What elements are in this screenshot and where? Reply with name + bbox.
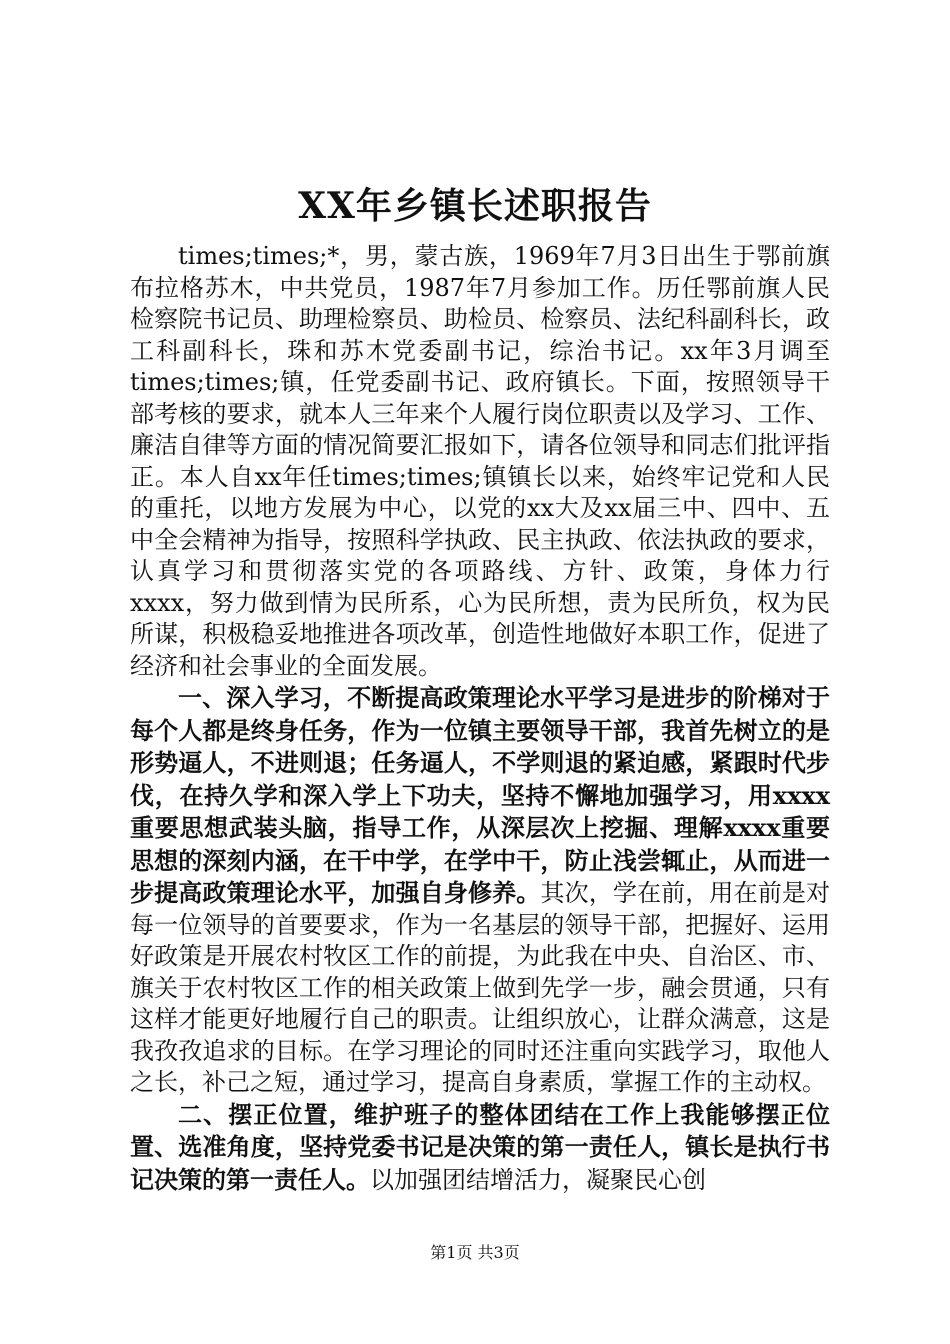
paragraph-2-text: 其次，学在前，用在前是对每一位领导的首要要求，作为一名基层的领导干部，把握好、运用好政策是开展农村牧区工作的前提，为此我在中央、自治区、市、旗关于农村牧区工作的相关政策上做到先学一步，融会贯通，只有这样才能更好地履行自己的职责。让组织放心，让群众满意，这是我孜孜追求的目标。在学习理论的同时还注重向实践学习，取他人之长，补己之短，通过学习，提高自身素质，掌握工作的主动权。 <box>130 879 831 1096</box>
document-body <box>130 240 830 1196</box>
paragraph-3-text: 以加强团结增活力，凝聚民心创 <box>370 1165 706 1194</box>
paragraph-1-text: times;times;*，男，蒙古族，1969年7月3日出生于鄂前旗布拉格苏木，中共党员，1987年7月参加工作。历任鄂前旗人民检察院书记员、助理检察员、助检员、检察员、法纪科副科长，政工科副科长，珠和苏木党委副书记，综治书记。xx年3月调至times;times;镇，任党委副书记、政府镇长。下面，按照领导干部考核的要求，就本人三年来个人履行岗位职责以及学习、工作、廉洁自律等方面的情况简要汇报如下，请各位领导和同志们批评指正。本人自xx年任times;times;镇镇长以来，始终牢记党和人民的重托，以地方发展为中心，以党的xx大及xx届三中、四中、五中全会精神为指导，按照科学执政、民主执政、依法执政的要求，认真学习和贯彻落实党的各项路线、方针、政策，身体力行xxxx，努力做到情为民所系，心为民所想，责为民所负，权为民所谋，积极稳妥地推进各项改革，创造性地做好本职工作，促进了经济和社会事业的全面发展。 <box>130 242 830 680</box>
page-footer: 第1页 共3页 <box>430 1243 520 1262</box>
paragraph-2 <box>130 682 830 1099</box>
paragraph-3 <box>130 1099 830 1197</box>
document-title: XX年乡镇长述职报告 <box>298 185 652 227</box>
paragraph-2-lead: 一、深入学习，不断提高政策理论水平学习是进步的阶梯对于每个人都是终身任务，作为一位镇主要领导干部，我首先树立的是形势逼人，不进则退；任务逼人，不学则退的紧迫感，紧跟时代步伐，在持久学和深入学上下功夫，坚持不懈地加强学习，用xxxx重要思想武装头脑，指导工作，从深层次上挖掘、理解xxxx重要思想的深刻内涵，在干中学，在学中干，防止浅尝辄止，从而进一步提高政策理论水平，加强自身修养。 <box>130 683 830 907</box>
paragraph-3-lead: 二、摆正位置，维护班子的整体团结在工作上我能够摆正位置、选准角度，坚持党委书记是决策的第一责任人，镇长是执行书记决策的第一责任人。 <box>130 1099 830 1194</box>
paragraph-1 <box>130 240 830 682</box>
